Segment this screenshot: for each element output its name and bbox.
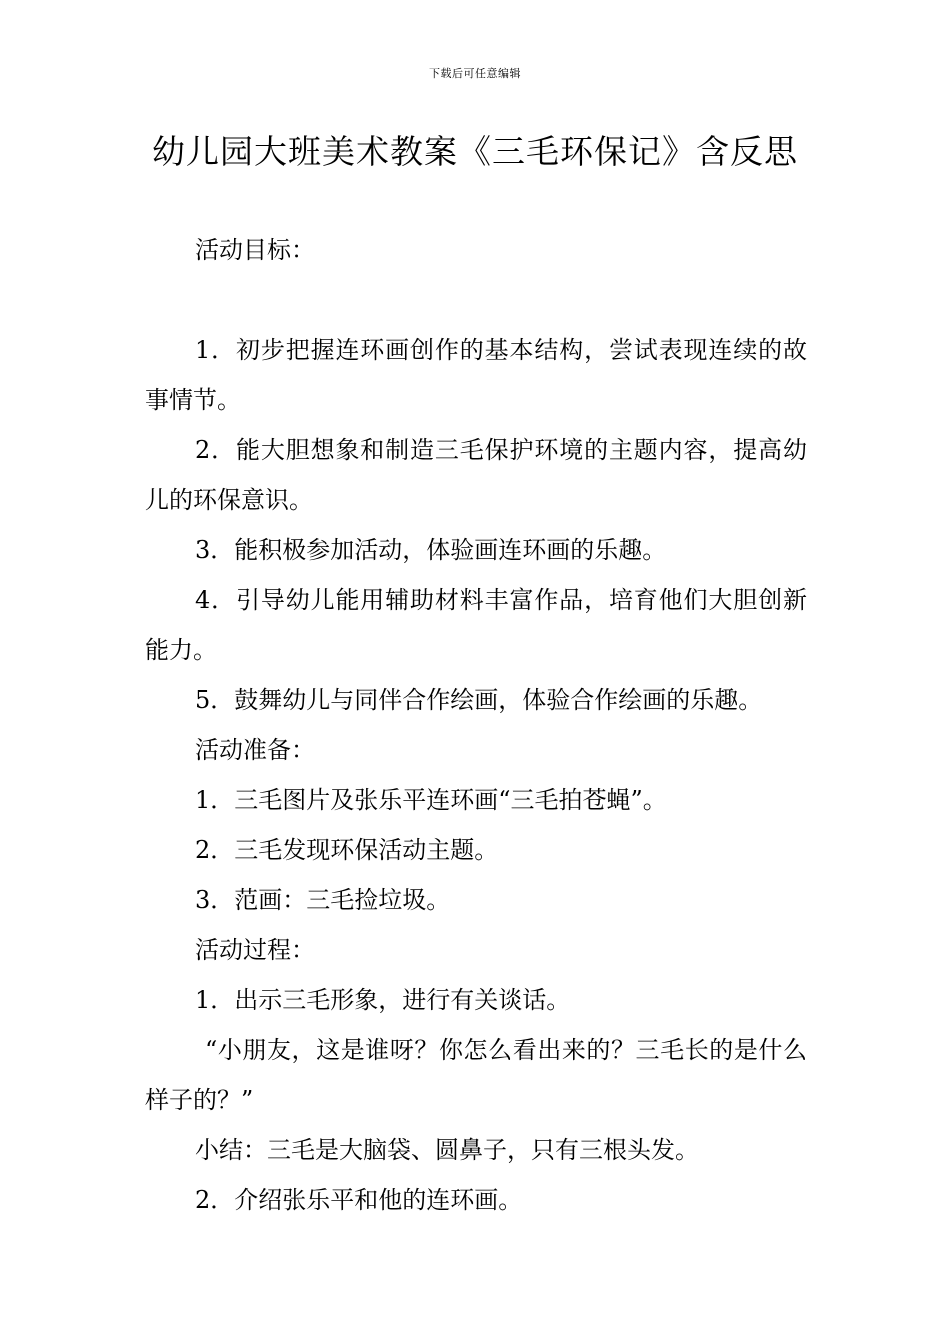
process-item-2: 2．介绍张乐平和他的连环画。 (195, 1186, 523, 1214)
section-heading-preparation: 活动准备： (195, 736, 315, 764)
document-body (145, 225, 807, 1225)
preparation-item-3: 3．范画：三毛捡垃圾。 (195, 886, 451, 914)
process-quote: “小朋友，这是谁呀？你怎么看出来的？三毛长的是什么样子的？” (145, 1036, 807, 1114)
process-summary: 小结：三毛是大脑袋、圆鼻子，只有三根头发。 (195, 1136, 699, 1164)
preparation-item-1: 1．三毛图片及张乐平连环画“三毛拍苍蝇”。 (195, 786, 667, 814)
goal-item-5: 5．鼓舞幼儿与同伴合作绘画，体验合作绘画的乐趣。 (195, 686, 763, 714)
process-item-1: 1．出示三毛形象，进行有关谈话。 (195, 986, 571, 1014)
section-heading-goals: 活动目标： (195, 236, 315, 264)
section-heading-process: 活动过程： (195, 936, 315, 964)
preparation-item-2: 2．三毛发现环保活动主题。 (195, 836, 499, 864)
goal-item-2: 2．能大胆想象和制造三毛保护环境的主题内容，提高幼儿的环保意识。 (145, 436, 807, 514)
goal-item-4: 4．引导幼儿能用辅助材料丰富作品，培育他们大胆创新能力。 (145, 586, 807, 664)
document-title: 幼儿园大班美术教案《三毛环保记》含反思 (152, 132, 798, 171)
page-header-note: 下载后可任意编辑 (429, 67, 521, 80)
goal-item-1: 1．初步把握连环画创作的基本结构，尝试表现连续的故事情节。 (145, 336, 807, 414)
goal-item-3: 3．能积极参加活动，体验画连环画的乐趣。 (195, 536, 667, 564)
